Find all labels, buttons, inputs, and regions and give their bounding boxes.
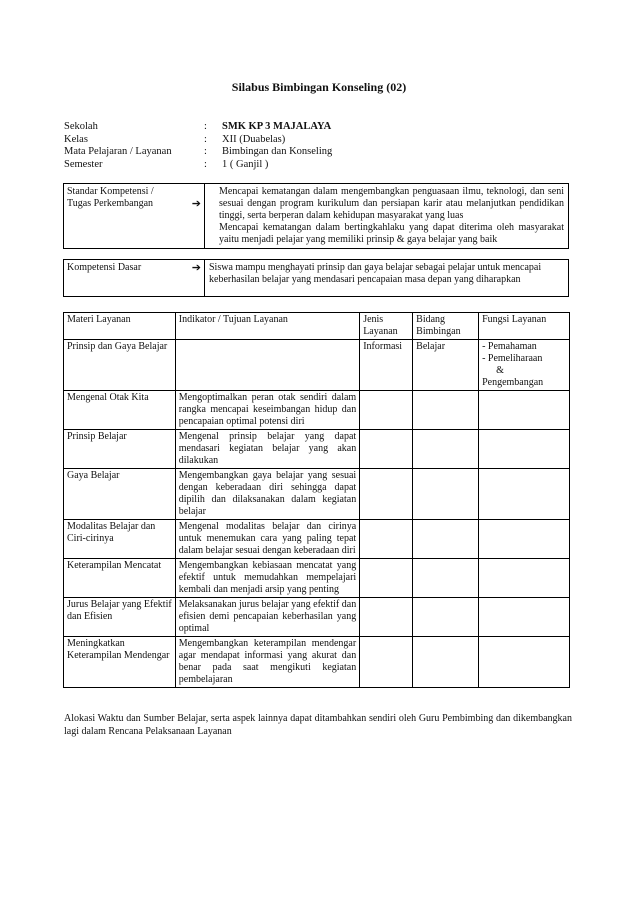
topic-jenis: Informasi xyxy=(360,340,413,391)
fungsi-item: Pengembangan xyxy=(482,377,544,388)
row-fungsi xyxy=(479,637,570,688)
row-materi: Meningkatkan Keterampilan Mendengar xyxy=(64,637,176,688)
row-bidang xyxy=(413,520,479,559)
row-jenis xyxy=(360,391,413,430)
topic-row xyxy=(64,340,570,391)
row-jenis xyxy=(360,637,413,688)
header-fungsi: Fungsi Layanan xyxy=(479,313,570,340)
info-sep: : xyxy=(204,121,207,132)
fungsi-item: - Pemahaman xyxy=(482,341,537,352)
topic-bidang: Belajar xyxy=(413,340,479,391)
row-materi: Gaya Belajar xyxy=(64,469,176,520)
row-materi: Keterampilan Mencatat xyxy=(64,559,176,598)
row-bidang xyxy=(413,391,479,430)
table-row xyxy=(64,520,570,559)
standar-text-2: Mencapai kematangan dalam bertingkahlaku yang dapat diterima oleh masyarakat yaitu menjadi pelajar yang memiliki prinsip & gaya belajar yang baik xyxy=(219,222,564,245)
table-row xyxy=(64,637,570,688)
row-fungsi xyxy=(479,520,570,559)
topic-fungsi xyxy=(479,340,570,391)
school-name: SMK KP 3 MAJALAYA xyxy=(222,121,332,132)
row-materi: Prinsip Belajar xyxy=(64,430,176,469)
info-value: Bimbingan dan Konseling xyxy=(222,146,333,157)
info-row-class xyxy=(64,134,332,147)
row-bidang xyxy=(413,637,479,688)
info-row-school xyxy=(64,121,332,134)
row-fungsi xyxy=(479,559,570,598)
row-indikator: Mengenal prinsip belajar yang dapat mendasari kegiatan belajar yang akan dilakukan xyxy=(175,430,359,469)
row-materi: Jurus Belajar yang Efektif dan Efisien xyxy=(64,598,176,637)
row-materi: Mengenal Otak Kita xyxy=(64,391,176,430)
info-label: Kelas xyxy=(64,133,88,145)
row-indikator: Mengembangkan keterampilan mendengar agar mendapat informasi yang akurat dan benar pada saat mengikuti kegiatan pembelajaran xyxy=(175,637,359,688)
standar-label xyxy=(64,184,205,249)
header-indikator: Indikator / Tujuan Layanan xyxy=(175,313,359,340)
row-indikator: Mengoptimalkan peran otak sendiri dalam rangka mencapai keseimbangan hidup dan pencapaian optimal potensi diri xyxy=(175,391,359,430)
table-row xyxy=(64,469,570,520)
info-value xyxy=(222,121,332,134)
info-row-subject xyxy=(64,146,332,159)
row-jenis xyxy=(360,430,413,469)
row-indikator: Mengenal modalitas belajar dan cirinya untuk menemukan cara yang paling tepat dalam belajar sesuai dengan keberadaan diri xyxy=(175,520,359,559)
kompetensi-text: Siswa mampu menghayati prinsip dan gaya belajar sebagai pelajar untuk mencapai keberhasilan belajar yang mendasari pencapaian masa depan yang diharapkan xyxy=(205,260,569,297)
table-row xyxy=(64,598,570,637)
footer-note: Alokasi Waktu dan Sumber Belajar, serta aspek lainnya dapat ditambahkan sendiri oleh Guru Pembimbing dan dikembangkan lagi dalam Rencana Pelaksanaan Layanan xyxy=(64,713,572,737)
row-jenis xyxy=(360,469,413,520)
row-indikator: Mengembangkan kebiasaan mencatat yang efektif untuk memudahkan mempelajari kembali dan menjadi arsip yang penting xyxy=(175,559,359,598)
row-bidang xyxy=(413,469,479,520)
info-sep: : xyxy=(204,146,207,157)
info-value: XII (Duabelas) xyxy=(222,133,286,145)
row-bidang xyxy=(413,430,479,469)
topic-indikator xyxy=(175,340,359,391)
layanan-table xyxy=(63,312,570,688)
info-label: Semester xyxy=(64,158,103,170)
standar-text xyxy=(205,184,569,249)
table-row xyxy=(64,391,570,430)
standar-text-1: Mencapai kematangan dalam mengembangkan penguasaan ilmu, teknologi, dan seni sesuai dengan program kurikulum dan persiapan karir atau melanjutkan pendidikan tinggi, serta berperan dalam kehidupan masyarakat yang luas xyxy=(219,186,564,221)
info-label: Mata Pelajaran / Layanan xyxy=(64,146,172,157)
standar-label-line1: Standar Kompetensi / xyxy=(67,186,154,197)
info-label: Sekolah xyxy=(64,121,98,132)
table-row xyxy=(64,430,570,469)
row-fungsi xyxy=(479,430,570,469)
table-header-row xyxy=(64,313,570,340)
row-bidang xyxy=(413,559,479,598)
info-value: 1 ( Ganjil ) xyxy=(222,158,269,170)
row-bidang xyxy=(413,598,479,637)
row-fungsi xyxy=(479,391,570,430)
row-indikator: Melaksanakan jurus belajar yang efektif dan efisien demi pencapaian keberhasilan yang optimal xyxy=(175,598,359,637)
fungsi-item: - Pemeliharaan xyxy=(482,353,543,364)
fungsi-item: & xyxy=(496,365,504,376)
row-jenis xyxy=(360,559,413,598)
row-jenis xyxy=(360,598,413,637)
header-bidang: Bidang Bimbingan xyxy=(413,313,479,340)
topic-materi: Prinsip dan Gaya Belajar xyxy=(64,340,176,391)
header-materi: Materi Layanan xyxy=(64,313,176,340)
row-indikator: Mengembangkan gaya belajar yang sesuai dengan keberadaan diri sehingga dapat dipilih dan dilaksanakan dalam kegiatan belajar xyxy=(175,469,359,520)
kompetensi-label: Kompetensi Dasar ➔ xyxy=(64,260,205,297)
row-fungsi xyxy=(479,469,570,520)
page-title: Silabus Bimbingan Konseling (02) xyxy=(231,80,407,94)
kompetensi-dasar-box xyxy=(63,259,569,297)
table-row xyxy=(64,559,570,598)
row-jenis xyxy=(360,520,413,559)
header-jenis: Jenis Layanan xyxy=(360,313,413,340)
info-sep: : xyxy=(204,133,207,145)
identity-info xyxy=(64,121,332,171)
standar-kompetensi-box xyxy=(63,183,569,249)
standar-label-line2: Tugas Perkembangan ➔ xyxy=(67,198,201,210)
row-materi: Modalitas Belajar dan Ciri-cirinya xyxy=(64,520,176,559)
arrow-right-icon: ➔ xyxy=(191,262,201,274)
info-row-semester xyxy=(64,159,332,172)
arrow-right-icon: ➔ xyxy=(191,198,201,210)
row-fungsi xyxy=(479,598,570,637)
info-sep: : xyxy=(204,158,207,170)
